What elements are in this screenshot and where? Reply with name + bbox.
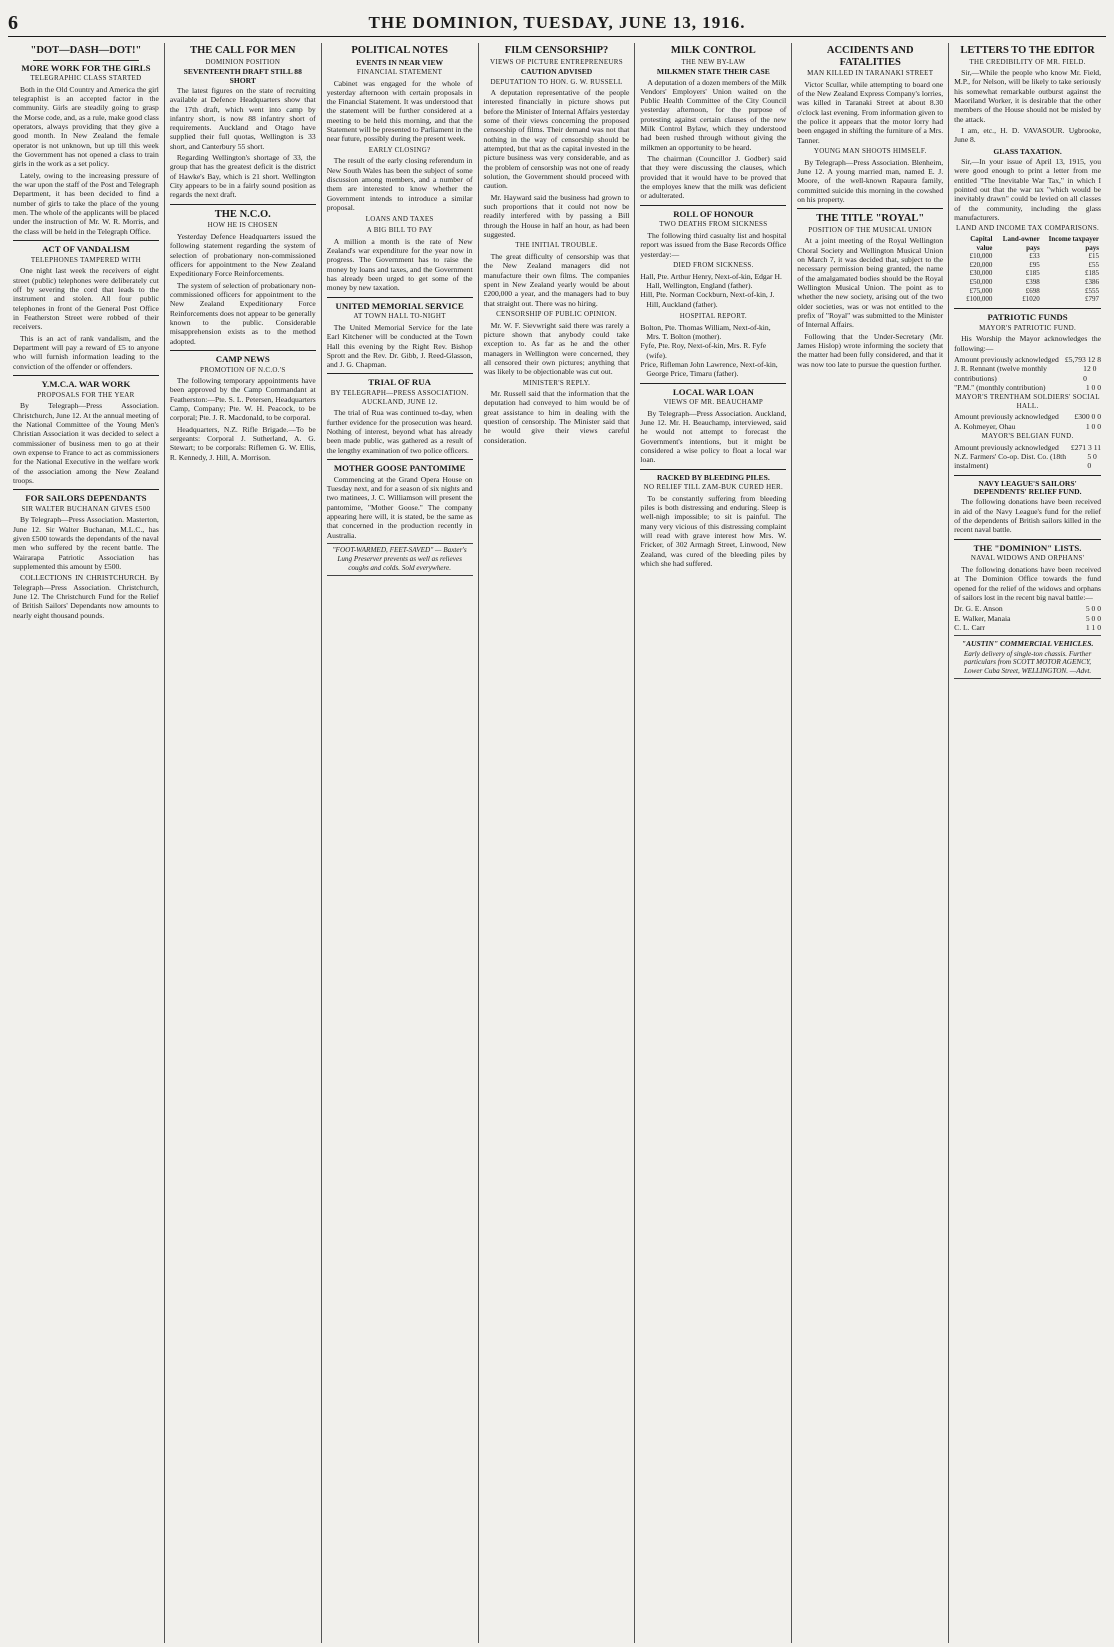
table-cell: £15 — [1088, 252, 1099, 261]
table-header: Land-owner pays — [1002, 235, 1040, 252]
fund-value: 12 0 0 — [1083, 364, 1097, 383]
article-subheading: THE CREDIBILITY OF MR. FIELD. — [969, 57, 1086, 66]
advertisement: "FOOT-WARMED, FEET-SAVED" — Baxter's Lung Preserver prevents as well as relieves coughs and colds. Sold everywhere. — [327, 543, 473, 576]
article-subheading: TELEPHONES TAMPERED WITH — [30, 255, 142, 264]
article-paragraph: The great difficulty of censorship was that the New Zealand managers did not manufacture their own films. The companies spent in New Zealand yearly would be about £200,000 a year, and the managers had to buy that straight out. There was no hiring. — [483, 251, 630, 308]
column-5 — [635, 43, 792, 1643]
article-local-war-loan — [640, 388, 786, 465]
article-navy-league — [954, 480, 1101, 535]
article-secondary-headline: SEVENTEENTH DRAFT STILL 88 SHORT — [183, 67, 302, 85]
fund-value: £271 3 11 — [1070, 442, 1101, 452]
article-subheading: TELEGRAPHIC CLASS STARTED — [30, 74, 142, 83]
table-header-row — [954, 235, 1101, 252]
article-subheading: THE INITIAL TROUBLE. — [515, 241, 598, 250]
article-paragraph: By Telegraph—Press Association. Masterton, June 12. Sir Walter Buchanan, M.L.C., has given £500 towards the dependants of the naval men who suffered by the recent battle. The Wairarapa Patriotic Association has supplemented this amount by £500. — [13, 515, 159, 572]
article-headline: ROLL OF HONOUR — [673, 208, 754, 219]
article-headline: RACKED BY BLEEDING PILES. — [656, 472, 770, 482]
table-cell: £698 — [1025, 286, 1040, 295]
article-paragraph: Victor Scullar, while attempting to board one of the New Zealand Express Company's lorries, was killed in Taranaki Street at about 8.30 o'clock last evening. From information given to the police it appears that the motor lorry had been engaged in shifting the furniture of a Mrs. Tanner. — [797, 79, 944, 145]
columns — [8, 43, 1106, 1643]
list-item: Fyfe, Pte. Roy, Next-of-kin, Mrs. R. Fyfe (wife). — [640, 341, 767, 360]
article-subheading: SIR WALTER BUCHANAN GIVES £500 — [21, 504, 151, 513]
column-4 — [479, 43, 636, 1643]
column-6 — [792, 43, 949, 1643]
article-subheading: NAVAL WIDOWS AND ORPHANS' — [970, 554, 1085, 563]
article-glass-taxation — [954, 148, 1101, 304]
divider — [797, 208, 943, 209]
article-film-censorship — [484, 45, 630, 445]
article-political-notes — [327, 45, 473, 212]
divider — [954, 475, 1101, 476]
article-subheading: EARLY CLOSING? — [368, 145, 431, 154]
article-headline: LOCAL WAR LOAN — [672, 386, 754, 397]
article-subheading: YOUNG MAN SHOOTS HIMSELF. — [813, 147, 927, 155]
article-paragraph: Both in the Old Country and America the girl telegraphist is an accepted factor in the community. Girls are steadily going to grasp the Morse code, and, as a rule, make good class operators, always providing that they give a good month. In New Zealand the female operator is not unknown, but up till this week the Government has not opened a class to train girls in the work as a set policy. — [13, 84, 159, 169]
fund-value: 5 0 0 — [1085, 604, 1101, 614]
article-secondary-headline: CAUTION ADVISED — [520, 67, 593, 77]
article-subheading: THE NEW BY-LAW — [681, 57, 746, 66]
table-cell: £100,000 — [966, 295, 993, 304]
divider — [327, 373, 473, 374]
table-cell: £398 — [1025, 278, 1040, 287]
article-paragraph: Mr. W. F. Sievwright said there was rarely a picture shown that anybody could take exception to. As far as he and the other managers in Wellington were concerned, they all censored their own pictures; anything that was likely to be objectionable was cut out. — [483, 320, 630, 377]
fund-label: "P.M." (monthly contribution) — [954, 382, 1046, 392]
article-subheading: CENSORSHIP OF PUBLIC OPINION. — [496, 309, 617, 318]
fund-label: Amount previously acknowledged — [954, 354, 1059, 364]
article-paragraph: Headquarters, N.Z. Rifle Brigade.—To be sergeants: Corporal J. Sutherland, A. G. Stewart; to be corporals: Riflemen G. W. Ellis, R. Kennedy, J. Hill, A. Morrison. — [169, 424, 316, 462]
fund-label: Dr. G. E. Anson — [954, 604, 1003, 614]
article-paragraph: The trial of Rua was continued to-day, when further evidence for the prosecution was heard. Nothing of interest, beyond what has already been made public, was gathered as a result of the lengthy examination of two police officers. — [326, 408, 473, 455]
divider — [954, 539, 1101, 540]
article-headline: GLASS TAXATION. — [993, 146, 1062, 156]
article-paragraph: Mr. Hayward said the business had grown to such proportions that it could not now be readily interfered with by passing a Bill through the House in half an hour, as had been suggested. — [483, 192, 630, 240]
table-cell: £30,000 — [969, 269, 993, 278]
fund-row — [954, 452, 1101, 471]
article-subheading: MINISTER'S REPLY. — [522, 378, 591, 387]
table-cell: £797 — [1085, 295, 1099, 304]
article-headline: FILM CENSORSHIP? — [504, 45, 609, 56]
list-title: DIED FROM SICKNESS. — [673, 261, 754, 270]
article-call-for-men — [170, 45, 316, 200]
table-row — [954, 269, 1101, 278]
article-paragraph: Lately, owing to the increasing pressure of the war upon the staff of the Post and Telegraph Department, it has been decided to find a number of girls to take the place of the young men. The whole of the applicants will be placed under the instruction of Mr. W. R. Morris, and the class will be held in the Telegraph Office. — [13, 170, 159, 236]
article-paragraph: Regarding Wellington's shortage of 33, the group that has the greatest deficit is the district of Hawke's Bay, which is 21 short. Wellington City appears to be in a fairly sound position as regards the next draft. — [169, 153, 316, 200]
article-dominion-lists — [954, 544, 1101, 633]
article-advert-zambuk — [640, 474, 786, 569]
casualty-list — [640, 272, 786, 309]
fund-row — [954, 614, 1101, 623]
article-milk-control — [640, 45, 786, 201]
divider — [13, 489, 159, 490]
column-7 — [949, 43, 1106, 1643]
article-secondary-headline: MILKMEN STATE THEIR CASE — [656, 67, 770, 77]
divider — [954, 308, 1101, 309]
fund-label: E. Walker, Manaia — [954, 613, 1011, 623]
article-ymca — [13, 380, 159, 485]
article-headline: ACCIDENTS AND FATALITIES — [826, 45, 914, 68]
column-2 — [165, 43, 322, 1643]
article-paragraph: Yesterday Defence Headquarters issued the following statement regarding the system of selection of probationary non-commissioned officers for appointment to the New Zealand Expeditionary Force Reinforcements. — [169, 231, 316, 279]
article-paragraph: COLLECTIONS IN CHRISTCHURCH. By Telegraph—Press Association. Christchurch, June 12. The Christchurch Fund for the Relief of British Sailors' Dependants now amounts to nearly eight thousand pounds. — [13, 573, 159, 620]
table-cell: £95 — [1029, 260, 1040, 269]
article-headline: FOR SAILORS DEPENDANTS — [25, 493, 147, 504]
fund-row — [954, 422, 1101, 431]
article-subheading: TWO DEATHS FROM SICKNESS — [659, 220, 768, 229]
article-letters — [954, 45, 1101, 145]
table-cell: £20,000 — [969, 260, 993, 269]
article-paragraph: His Worship the Mayor acknowledges the following:— — [954, 334, 1101, 353]
article-paragraph: The following temporary appointments have been approved by the Camp Commandant at Featherston:—Pte. S. L. Petersen, Headquarters Camp, Company; Pte. W. H. Peacock, to be corporal; Pte. J. R. Macdonald, to be corporal. — [169, 376, 316, 423]
paper-title-date: THE DOMINION, TUESDAY, JUNE 13, 1916. — [368, 13, 746, 32]
article-subheading: BY TELEGRAPH—PRESS ASSOCIATION. AUCKLAND, JUNE 12. — [330, 389, 469, 406]
table-cell: £55 — [1088, 260, 1099, 269]
article-paragraph: The following third casualty list and hospital report was issued from the Base Records Office yesterday:— — [640, 231, 787, 259]
fund-value: 1 1 0 — [1085, 622, 1101, 632]
article-headline: PATRIOTIC FUNDS — [987, 311, 1068, 322]
list-item: Hall, Pte. Arthur Henry, Next-of-kin, Edgar H. Hall, Wellington, England (father). — [640, 271, 782, 290]
fund-row — [954, 364, 1101, 383]
fund-label: Amount previously acknowledged — [954, 442, 1059, 452]
article-headline: MORE WORK FOR THE GIRLS — [21, 62, 151, 73]
list-title: HOSPITAL REPORT. — [679, 311, 747, 320]
article-paragraph: The following donations have been received in aid of the Navy League's fund for the relief of the dependents of British sailors killed in the recent naval battle. — [954, 497, 1101, 535]
list-item: Hill, Pte. Norman Cockburn, Next-of-kin, J. Hill, Auckland (father). — [640, 290, 775, 309]
advertisement-text: Early delivery of single-ton chassis. Further particulars from SCOTT MOTOR AGENCY, Lower Cuba Street, WELLINGTON. —Advt. — [963, 649, 1092, 676]
divider — [170, 350, 316, 351]
article-subheading: VIEWS OF MR. BEAUCHAMP — [663, 398, 764, 407]
fund-label: A. Kohmeyer, Ohau — [954, 421, 1016, 431]
article-subheading: LOANS AND TAXES — [365, 215, 434, 224]
article-subheading: PROPOSALS FOR THE YEAR — [37, 390, 135, 399]
fund-row — [954, 604, 1101, 613]
article-headline: UNITED MEMORIAL SERVICE — [335, 300, 464, 311]
article-patriotic-funds — [954, 313, 1101, 471]
fund-value: 5 0 0 — [1085, 613, 1101, 623]
article-headline: Y.M.C.A. WAR WORK — [41, 378, 131, 389]
table-cell: £555 — [1085, 286, 1099, 295]
table-row — [954, 252, 1101, 261]
table-header: Capital value — [970, 235, 993, 252]
article-paragraph: I am, etc., H. D. VAVASOUR. Ugbrooke, June 8. — [954, 126, 1101, 145]
page-number: 6 — [8, 11, 18, 34]
article-paragraph: Sir,—In your issue of April 13, 1915, you were good enough to print a letter from me entitled "The Inevitable War Tax," in which I pointed out that the war tax "which would be inevitably drawn" could be levied on all classes of the community, including the glass manufacturers. — [954, 157, 1101, 223]
article-title-royal — [797, 213, 943, 369]
article-nco — [170, 209, 316, 346]
article-headline: CAMP NEWS — [215, 353, 270, 364]
article-headline: POLITICAL NOTES — [351, 45, 448, 56]
table-row — [954, 295, 1101, 304]
table-cell: £1020 — [1022, 295, 1040, 304]
fund-row — [954, 412, 1101, 421]
article-paragraph: By Telegraph—Press Association. Christchurch, June 12. At the annual meeting of the National Committee of the Young Men's Christian Association it was decided to select a commissioner of business men to go at their own expense to France to act as commissioners for the National Executive in the welfare work of the association among the New Zealand troops. — [13, 401, 159, 485]
table-cell: £185 — [1025, 269, 1040, 278]
article-paragraph: A million a month is the rate of New Zealand's war expenditure for the year now in progress. The Government has to raise the money by loans and taxes, and the Government has already been urged to get some of the money by new taxation. — [326, 236, 473, 293]
table-header: Income taxpayer pays — [1048, 235, 1099, 252]
article-headline: MILK CONTROL — [670, 45, 756, 56]
article-subheading: VIEWS OF PICTURE ENTREPRENEURS — [490, 57, 623, 66]
fund-value: 1 0 0 — [1085, 421, 1101, 431]
article-subheading: DEPUTATION TO HON. G. W. RUSSELL — [490, 77, 623, 86]
divider — [327, 459, 473, 460]
hospital-list — [640, 323, 786, 379]
article-roll-of-honour — [640, 210, 786, 379]
article-paragraph: Cabinet was engaged for the whole of yesterday afternoon with certain proposals in the Financial Statement. It was understood that the statement will be further considered at a meeting to be held this morning, and that the Statement will be presented to Parliament in the near future, possibly during the present week. — [326, 78, 473, 144]
table-row — [954, 278, 1101, 287]
table-cell: £386 — [1085, 278, 1099, 287]
divider — [13, 240, 159, 241]
article-vandalism — [13, 245, 159, 371]
divider — [33, 60, 139, 61]
masthead — [8, 10, 1106, 37]
article-trial-of-rua — [327, 378, 473, 455]
article-headline: MOTHER GOOSE PANTOMIME — [333, 463, 466, 474]
article-sailors-dependants — [13, 494, 159, 620]
article-paragraph: The following donations have been received at The Dominion Office towards the fund opened for the relief of the widows and orphans of sailors lost in the recent big naval battle:— — [954, 564, 1101, 602]
article-subheading: HOW HE IS CHOSEN — [207, 221, 278, 230]
article-paragraph: At a joint meeting of the Royal Wellington Choral Society and Wellington Musical Union on March 7, it was decided that, subject to the necessary permission being granted, the name of the amalgamated bodies should be the Royal Wellington Musical Union. The point as to whether the new society, arising out of the two older societies, was or was not entitled to the prefix of "Royal" was submitted to the Minister of Internal Affairs. — [797, 236, 944, 330]
divider — [640, 469, 786, 470]
fund-row — [954, 355, 1101, 364]
article-headline: THE TITLE "ROYAL" — [816, 213, 925, 225]
article-subheading: POSITION OF THE MUSICAL UNION — [808, 225, 933, 234]
article-subheading: FINANCIAL STATEMENT — [357, 67, 443, 76]
table-cell: £75,000 — [969, 286, 993, 295]
article-subheading: MAN KILLED IN TARANAKI STREET — [807, 69, 934, 78]
advertisement-austin — [954, 635, 1101, 679]
fund-value: £5,793 12 8 — [1064, 354, 1101, 364]
fund-label: C. L. Carr — [954, 622, 985, 632]
divider — [13, 375, 159, 376]
fund-value: 5 0 0 — [1087, 451, 1097, 471]
article-accidents — [797, 45, 943, 204]
divider — [327, 297, 473, 298]
article-subheading: NO RELIEF TILL ZAM-BUK CURED HER. — [643, 483, 784, 492]
divider — [170, 204, 316, 205]
article-paragraph: One night last week the receivers of eight street (public) telephones were deliberately cut off by severing the cord that leads to the instrument and stolen. All four public telephones in front of the General Post Office in Featherston Street were robbed of their receivers. — [13, 266, 159, 332]
article-paragraph: The latest figures on the state of recruiting available at Defence Headquarters show that the 17th draft, which went into camp by infantry short, is now 88 infantry short of requirements. Auckland and Otago have supplied their full quotas, Wellington is 33 short, and Canterbury 55 short. — [169, 85, 316, 151]
article-memorial-service — [327, 302, 473, 370]
tax-table — [954, 235, 1101, 304]
article-subheading: AT TOWN HALL TO-NIGHT — [353, 312, 446, 321]
table-cell: £10,000 — [969, 252, 993, 261]
article-headline: LETTERS TO THE EDITOR — [960, 45, 1095, 56]
fund-label: Amount previously acknowledged — [954, 412, 1059, 422]
article-paragraph: By Telegraph—Press Association. Auckland, June 12. Mr. H. Beauchamp, interviewed, said he would not attempt to forecast the Government's intentions, but it might be considered a wise policy to float a local war loan. — [640, 408, 787, 465]
fund-row — [954, 623, 1101, 632]
list-item: Price, Rifleman John Lawrence, Next-of-kin, George Price, Timaru (father). — [640, 359, 778, 379]
article-headline: THE "DOMINION" LISTS. — [973, 542, 1082, 553]
article-subheading: MAYOR'S BELGIAN FUND. — [981, 432, 1074, 441]
article-subheading: MAYOR'S TRENTHAM SOLDIERS' SOCIAL HALL. — [955, 393, 1100, 410]
article-paragraph: Mr. Russell said that the information that the deputation had conveyed to him would be of great assistance to him in dealing with the question of censorship. The Minister said that he would give their views careful consideration. — [483, 389, 630, 445]
article-subheading: MAYOR'S PATRIOTIC FUND. — [979, 323, 1077, 332]
article-paragraph: Sir,—While the people who know Mr. Field, M.P., for Nelson, will be likely to take seriously his somewhat remarkable outburst against the Maoriland Worker, it is desirable that the other members of the House should not be misled by the attack. — [954, 68, 1101, 124]
list-item: Bolton, Pte. Thomas William, Next-of-kin, Mrs. T. Bolton (mother). — [640, 322, 771, 341]
table-row — [954, 261, 1101, 270]
article-headline: NAVY LEAGUE'S SAILORS' DEPENDENTS' RELIEF FUND. — [973, 478, 1082, 496]
fund-value: £300 0 0 — [1074, 412, 1101, 422]
article-secondary-headline: EVENTS IN NEAR VIEW — [356, 57, 444, 67]
article-subheading: A BIG BILL TO PAY — [366, 225, 433, 234]
fund-row — [954, 383, 1101, 392]
article-paragraph: This is an act of rank vandalism, and the Department will pay a reward of £5 to anyone who will furnish information leading to the conviction of the offender or offenders. — [13, 333, 159, 371]
article-headline: THE CALL FOR MEN — [190, 45, 296, 56]
table-title: LAND AND INCOME TAX COMPARISONS. — [956, 224, 1100, 233]
fund-label: J. R. Rennant (twelve monthly contributions) — [954, 364, 1047, 383]
article-headline: THE N.C.O. — [214, 208, 271, 220]
table-cell: £50,000 — [969, 278, 993, 287]
article-paragraph: The United Memorial Service for the late Earl Kitchener will be conducted at the Town Hall this evening by the Right Rev. Bishop Sprott and the Rev. Dr. Gibb, J. Reed-Glasson, and J. G. Chapman. — [326, 322, 473, 370]
divider — [640, 383, 786, 384]
table-row — [954, 287, 1101, 296]
article-headline: TRIAL OF RUA — [368, 377, 431, 388]
article-paragraph: A deputation representative of the people interested financially in picture shows put before the Minister of Internal Affairs yesterday some of their views concerning the proposed censorship of films. Their demand was not that nothing in the way of censorship should be attempted, but that as the capital invested in the picture business was very considerable, and as the problem of censorship was not one of ready solution, the Government should proceed with caution. — [483, 88, 630, 191]
article-paragraph: Commencing at the Grand Opera House on Tuesday next, and for a season of six nights and two matinees, J. C. Williamson will present the pantomime, "Mother Goose." The company appearing here will, it is stated, be the same as that concerned in the production recently in Australia. — [326, 474, 473, 540]
article-kicker: "DOT—DASH—DOT!" — [30, 45, 142, 56]
article-subheading: PROMOTION OF N.C.O.'S — [200, 365, 286, 374]
article-paragraph: The result of the early closing referendum in New South Wales has been the subject of some discussion among members, and a number of them are interested to know whether the Government intends to introduce a similar proposal. — [326, 156, 473, 213]
fund-value: 1 0 0 — [1085, 382, 1101, 392]
article-paragraph: A deputation of a dozen members of the Milk Vendors' Employers' Union waited on the Public Health Committee of the City Council yesterday afternoon, for the purpose of protesting against certain clauses of the new Milk Control Bylaw, which they understood had been rushed through without giving the milkmen an opportunity to be heard. — [640, 77, 787, 152]
table-cell: £185 — [1085, 269, 1099, 278]
table-cell: £33 — [1029, 252, 1040, 261]
divider — [640, 205, 786, 206]
article-mother-goose — [327, 464, 473, 540]
fund-label: N.Z. Farmers' Co-op. Dist. Co. (18th instalment) — [954, 451, 1067, 471]
article-camp-news — [170, 355, 316, 462]
advertisement-headline: "AUSTIN" COMMERCIAL VEHICLES. — [961, 639, 1094, 649]
fund-row — [954, 443, 1101, 452]
article-loans-taxes — [327, 215, 473, 292]
article-telegraphic-class — [13, 45, 159, 236]
article-paragraph: To be constantly suffering from bleeding piles is both distressing and enduring. Sleep is well-nigh impossible; to sit is painful. The many very vicious of this distressing complaint will read with grave interest how Mrs. W. Fricker, of 302 Armagh Street, Linwood, New Zealand, was cured of the bleeding piles by which she had suffered. — [640, 493, 787, 569]
article-paragraph: By Telegraph—Press Association. Blenheim, June 12. A young married man, named E. J. Moore, of the well-known Rapaura family, committed suicide this morning in the cowshed on his property. — [797, 157, 944, 204]
article-headline: ACT OF VANDALISM — [42, 244, 130, 255]
article-subheading: DOMINION POSITION — [205, 57, 281, 66]
article-paragraph: Following that the Under-Secretary (Mr. James Hislop) wrote informing the society that the matter had been fully considered, and that it was now too late to pursue the question further. — [797, 331, 944, 369]
article-paragraph: The chairman (Councillor J. Godber) said that they were discussing the clauses, which provided that it would have to be proved that the employes knew that the milk was deficient or adulterated. — [640, 154, 787, 201]
column-3 — [322, 43, 479, 1643]
article-paragraph: The system of selection of probationary non-commissioned officers for appointment to the New Zealand Expeditionary Force Reinforcements does not appear to be generally known to the public. Considerable misapprehension exists as to the method adopted. — [169, 280, 316, 346]
column-1 — [8, 43, 165, 1643]
